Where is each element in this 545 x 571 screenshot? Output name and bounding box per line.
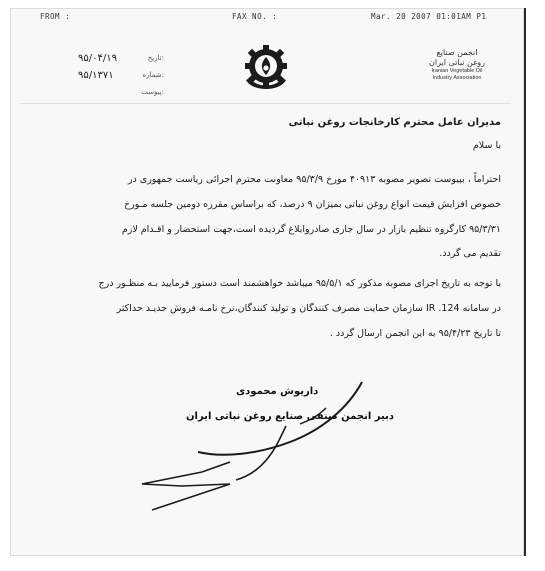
fax-from-label: FROM : bbox=[40, 12, 71, 21]
letter-date-value: ۹۵/۰۴/۱۹ bbox=[78, 53, 117, 64]
letter-meta-values bbox=[78, 50, 122, 101]
letterhead-divider bbox=[20, 103, 511, 104]
letter-number-value: ۹۵/۱۳۷۱ bbox=[78, 70, 114, 81]
paragraph2-line: با توجه به تاریخ اجرای مصوبه مذکور که ۹۵/۵/۱ میباشد خواهشمند است دستور فرمایید بـه منظـور درج bbox=[98, 278, 501, 289]
fax-datetime: Mar. 20 2007 01:01AM P1 bbox=[371, 12, 487, 21]
date-label: تاریخ: bbox=[147, 54, 164, 62]
paragraph1-line: تقدیم می گردد. bbox=[439, 248, 501, 259]
attachment-label: پیوست: bbox=[141, 88, 164, 96]
fax-number-label: FAX NO. : bbox=[232, 12, 278, 21]
paragraph2-line: در سامانه 124. IR سازمان حمایت مصرف کنندگان و تولید کنندگان،نرخ نامـه فروش جدیـد حداکثر bbox=[116, 303, 501, 314]
letter-meta-labels bbox=[124, 50, 164, 101]
organization-letterhead bbox=[412, 48, 502, 82]
org-name-en-line1: Iranian Vegetable Oil bbox=[431, 68, 483, 74]
page-edge-shadow bbox=[524, 8, 526, 556]
signatory-name: داریوش محمودی bbox=[236, 386, 319, 397]
number-label: شماره: bbox=[142, 71, 164, 79]
signatory-title: دبیر انجمن صنفی صنایع روغن نباتی ایران bbox=[186, 411, 394, 422]
paragraph1-line: ۹۵/۳/۳۱ کارگروه تنظیم بازار در سال جاری صادروابلاغ گردیده است،جهت استحضار و اقـدام لازم bbox=[121, 224, 501, 235]
fax-transmission-header bbox=[14, 12, 523, 26]
paragraph1-line: احتراماً ، بپیوست تصویر مصوبه ۴۰۹۱۳ مورخ ۹۵/۳/۹ معاونت محترم اجرائی ریاست جمهوری در bbox=[127, 174, 501, 185]
org-name-fa-line2: روغن نباتی ایران bbox=[428, 58, 486, 67]
paragraph1-line: خصوص افزایش قیمت انواع روغن نباتی بمیزان ۹ درصد، که براساس مقرره دومین جلسه مـورخ bbox=[124, 199, 501, 210]
org-name-en-line2: Industry Association bbox=[432, 75, 482, 81]
letter-recipient: مدیران عامل محترم کارخانجات روغن نباتی bbox=[288, 117, 501, 128]
letter-attachment-value bbox=[78, 84, 122, 101]
paragraph2-line: تا تاریخ ۹۵/۴/۲۳ به این انجمن ارسال گردد . bbox=[329, 328, 501, 339]
letter-greeting: با سلام bbox=[472, 140, 501, 151]
bottom-margin bbox=[0, 556, 545, 571]
association-logo-icon bbox=[240, 42, 292, 94]
org-name-fa-line1: انجمن صنایع bbox=[436, 48, 478, 57]
